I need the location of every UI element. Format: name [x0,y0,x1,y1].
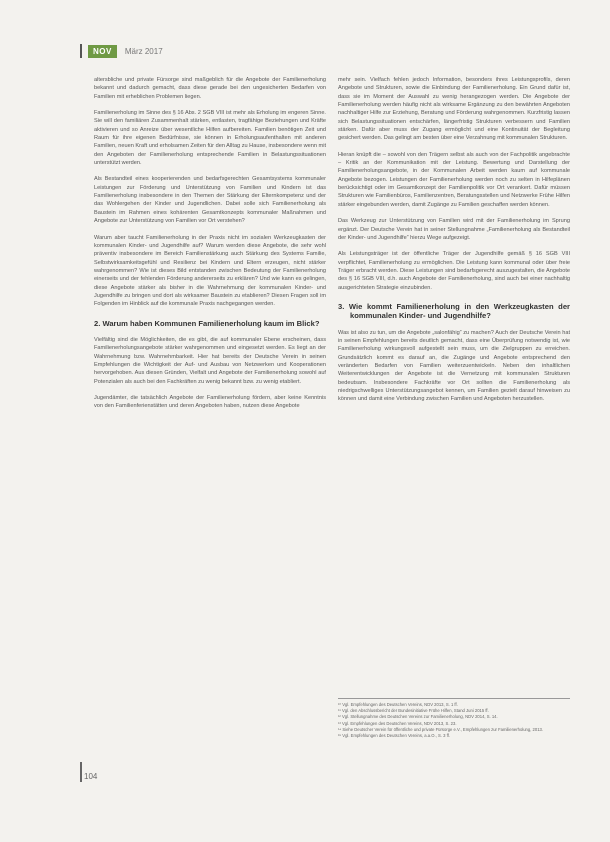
header-rule [80,44,82,58]
footnote: ¹² Vgl. Stellungnahme des Deutschen Vereins zur Familienerholung, NDV 2014, S. 14. [338,714,498,720]
paragraph: Was ist also zu tun, um die Angebote „salonfähig“ zu machen? Auch der Deutsche Verein hat in seinen Empfehlungen bereits deutlich gemacht, dass eine Überprüfung notwendig ist, wie Familienerholung wirkungsvoll aufgestellt sein muss, um die Zielgruppen zu erreichen. Grundsätzlich kommt es darauf an, die Zugänge und Angebote entsprechend den veränderten Bedarfen von Familien weiterzuentwickeln. Neben den inhaltlichen Weiterentwicklungen der Angebote ist die Vernetzung mit kommunalen Strukturen bedeutsam. Insbesondere Fachkräfte vor Ort sollten die Familienerholung als niedrigschwelliges Unterstützungsangebot kennen, um Familien gezielt darauf hinweisen zu können und damit eine Verbindung zwischen Familien und Angeboten herzustellen. [338,329,570,403]
paragraph: Hieran knüpft die – sowohl von den Trägern selbst als auch von der Fachpolitik angebrachte – Kritik an der Kommunikation mit der Leistung. Bewertung und Darstellung der Familienerholungsangebote, in der Kommunalen Arbeit werden kaum auf kommunale Angebote bezogen. Leistungen der Familienerholung werden noch zu selten in Hilfeplänen berücksichtigt oder im Gesamtkonzept der Familienpolitik vor Ort verankert. Dafür müssen Strukturen wie Familienbüros, Familienzentren, Beratungsstellen und Netzwerke Frühe Hilfen stärker eingebunden werden, damit Zugänge zu Familien geschaffen werden können. [338,151,570,208]
paragraph: mehr sein. Vielfach fehlen jedoch Information, besonders ihres Leistungsprofils, deren Angebote und Strukturen, sowie die Einbindung der Familienerholung. Ein Grund dafür ist, dass sie im Moment der Auswahl zu wenig herangezogen werden. Die Angebote der Familienerholung werden häufig nicht als wirksame Ergänzung zu den bewährten Angeboten nachhaltiger Hilfe zur Erziehung, Beratung und Förderung wahrgenommen. Kurzfristig lassen sich Belastungssituationen entschärfen, längerfristig Strukturen verbessern und Familien stärken. Dafür aber muss der Zugang ermöglicht und eine Kontinuität der Begleitung gesichert werden. Das gelingt am besten über eine Verzahnung mit kommunalen Strukturen. [338,77,570,142]
paragraph: Jugendämter, die tatsächlich Angebote der Familienerholung fördern, aber keine Kenntnis von den Familienferienstätten und deren Angeboten haben, nutzen diese Angebote [94,395,326,410]
page-number: 104 [84,772,98,781]
paragraph: Vielfältig sind die Möglichkeiten, die es gibt, die auf kommunaler Ebene erscheinen, dass Familienerholungsangebote stärker wahrgenommen und eingesetzt werden. Es liegt an der Wahrnehmung bzw. Wahrnehmbarkeit. Hier hat bereits der Deutsche Verein in seinen Empfehlungen die Wichtigkeit der Auf- und Ausbau von Netzwerken und Kooperationen hervorgehoben. Aus diesen Gründen, Vielfalt und Angebote der Familienerholung sowohl auf Potenzialen als auch bei den Fachkräften zu wenig bekannt bzw. zu wenig etabliert. [94,337,326,385]
footnote: ¹¹ Vgl. den Abschlussbericht der Bundesinitiative Frühe Hilfen, Stand Juni 2015 ff. [338,708,489,714]
paragraph: Das Werkzeug zur Unterstützung von Familien wird mit der Familienerholung im Sprung ergänzt. Der Deutsche Verein hat in seiner Stellungnahme „Familienerholung als Bestandteil der Kinder- und Jugendhilfe“ hierzu Wege aufgezeigt. [338,218,570,241]
footnote: ¹⁵ Vgl. Empfehlungen des Deutschen Vereins, a.a.O., S. 3 ff. [338,733,450,739]
paragraph: Als Leistungsträger ist der öffentliche Träger der Jugendhilfe gemäß § 16 SGB VIII verpflichtet, Familienerholung zu ermöglichen. Die Leistung kann kommunal oder über freie Träger erbracht werden. Diese Leistungen sind bedarfsgerecht auszugestalten, die Angebote des § 16 SGB VIII, d.h. auch Angebote der Familienerholung, sind auch bei einer nachhaltig ausgerichteten Strategie einzubinden. [338,251,570,291]
right-column [338,76,570,412]
section-tag: NOV [88,45,117,58]
paragraph: Warum aber taucht Familienerholung in der Praxis nicht im sozialen Werkzeugkasten der kommunalen Kinder- und Jugendhilfe auf? Warum werden diese Angebote, die sehr wohl präventiv insbesondere im Bereich Familienstärkung auch Stärkung des Systems Familie, Selbstwirksamkeitsgefühl und Resilienz bei Kindern und Eltern erzeugen, nicht stärker wahrgenommen? Wie ist dieses Bild entstanden zwischen Bedeutung der Familienerholung einerseits und der fehlenden Förderung andererseits zu erklären? Und wie kann es gelingen, diese Angebote stärker als bisher in die Wahrnehmung der kommunalen Kinder- und Jugendhilfe zu bringen und dort als wirksamer Baustein zu etablieren? Diesen Fragen soll im Folgenden im Hinblick auf die kommunale Praxis nachgegangen werden. [94,234,326,308]
page-number-rule [80,762,82,782]
page-header [80,44,163,58]
footnote: ¹³ Vgl. Empfehlungen des Deutschen Vereins, NDV 2013, S. 23. [338,720,457,726]
issue-date: März 2017 [124,46,163,56]
footnote: ¹⁰ Vgl. Empfehlungen des Deutschen Vereins, NDV 2013, S. 1 ff. [338,702,458,707]
left-column [94,76,326,419]
paragraph: Familienerholung im Sinne des § 16 Abs. 2 SGB VIII ist mehr als Erholung im engeren Sinne. Sie will den familiären Zusammenhalt stärken, entlasten, tragfähige Beziehungen und Kräfte aktivieren und so Anreize über wesentliche Hilfen aufbereiten. Familien benötigen Zeit und Raum für ihre eigenen Bedürfnisse, sie können in Erholungsaufenthalten mit anderen Familien, neuen Kraft und erholsamen Zeiten für den Alltag zu Hause, insbesondere wenn mit den Angeboten der Familienerholung entsprechende Familien in Belastungssituationen unterstützt werden. [94,110,326,167]
footnote: ¹⁴ Siehe Deutscher Verein für öffentliche und private Fürsorge e.V., Empfehlungen zur Familienerholung, 2013. [338,726,544,732]
paragraph: altersbliche und private Fürsorge sind maßgeblich für die Angebote der Familienerholung bekannt und dadurch gemacht, dass diese gerade bei den ungesicherten Bedarfen von Familien mit erheblichen Problemen liegen. [94,77,326,100]
section-heading: 3. Wie kommt Familienerholung in den Werkzeugkasten der kommunalen Kinder- und Jugendhilfe? [338,301,570,321]
section-heading: 2. Warum haben Kommunen Familienerholung kaum im Blick? [94,318,320,328]
footnotes [338,698,570,739]
paragraph: Als Bestandteil eines kooperierenden und bedarfsgerechten Gesamtsystems kommunaler Leistungen zur Förderung und Unterstützung von Familien und Kindern ist das Familienerholung insbesondere in den Themen der Stärkung der Elternkompetenz und der das Wohlergehen der Kinder und Jugendlichen. Dabei solle sich Familienerholung als Baustein im Rahmen eines kohärenten Gesamtkonzepts kommunaler Maßnahmen und Angebote zur Unterstützung von Familien vor Ort verstehen? [94,176,326,225]
